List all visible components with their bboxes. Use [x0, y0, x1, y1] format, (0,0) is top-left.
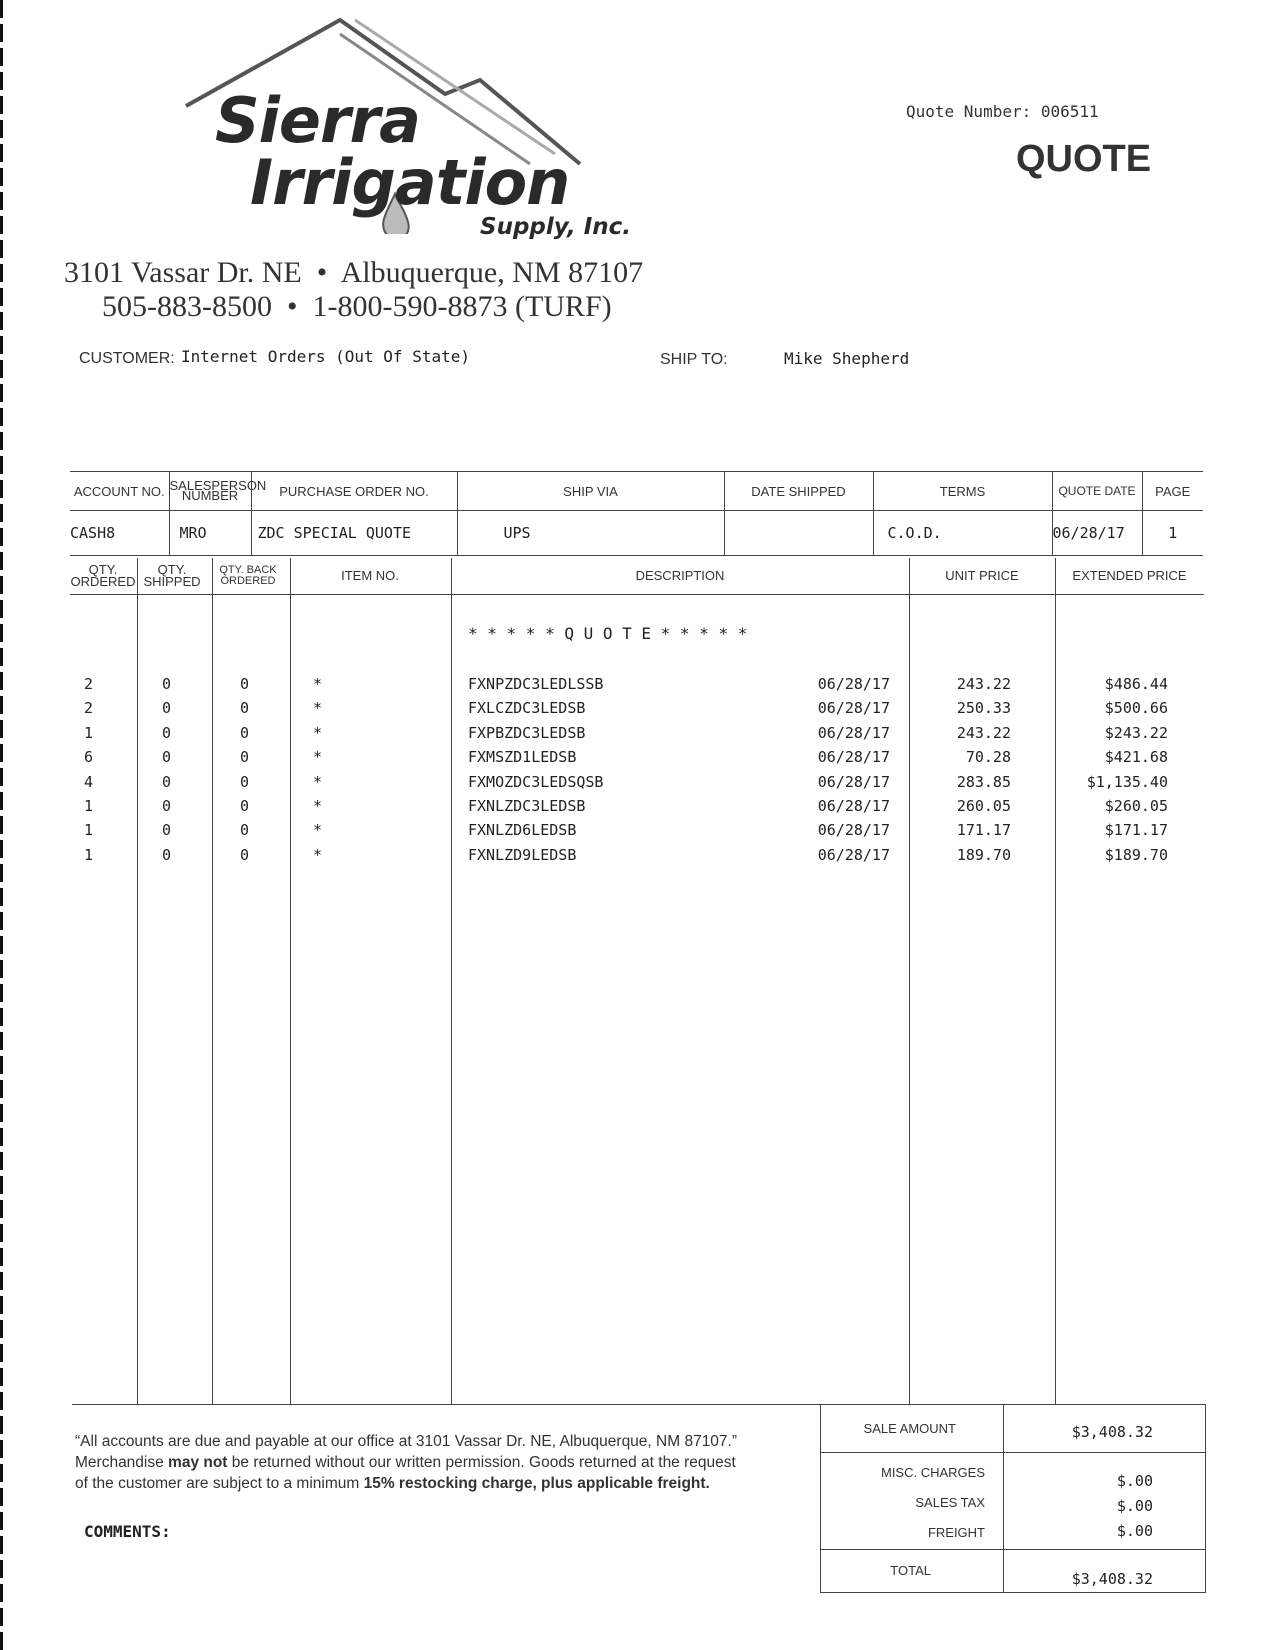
- item-no-cell: *: [313, 723, 323, 742]
- qty-shipped-cell: 0: [162, 797, 172, 815]
- qty-back-cell: 0: [240, 699, 250, 718]
- description-cell: FXNLZDC3LEDSB: [468, 797, 586, 815]
- unit-price-cell: 250.33: [956, 699, 1011, 718]
- description-cell: FXMOZDC3LEDSQSB: [468, 772, 604, 791]
- item-no-header: ITEM NO.: [341, 568, 399, 583]
- terms-line-1: “All accounts are due and payable at our office at 3101 Vassar Dr. NE, Albuquerque, NM 87107.”: [75, 1433, 738, 1450]
- terms-line-2: Merchandise may not be returned without our written permission. Goods returned at the request: [75, 1454, 736, 1471]
- qty-back-cell: 0: [240, 845, 250, 864]
- unit-price-cell: 260.05: [956, 797, 1011, 815]
- unit-price-cell: 171.17: [956, 821, 1011, 840]
- doc-title: QUOTE: [1016, 138, 1152, 180]
- line-date-cell: 06/28/17: [817, 797, 890, 815]
- po-value: ZDC SPECIAL QUOTE: [251, 511, 457, 556]
- qty-shipped-cell: 0: [162, 772, 172, 791]
- qty-back-cell: 0: [240, 772, 250, 791]
- qty-shipped-cell: 0: [162, 748, 172, 767]
- unit-price-cell: 243.22: [956, 723, 1011, 742]
- grid-line: [212, 558, 213, 1405]
- description-header: DESCRIPTION: [635, 568, 725, 583]
- sale-amount-label: SALE AMOUNT: [863, 1421, 956, 1436]
- description-cell: FXNLZD6LEDSB: [468, 821, 577, 840]
- qty-ordered-cell: 2: [84, 699, 94, 718]
- sales-tax-label: SALES TAX: [915, 1495, 985, 1510]
- salesperson-header: SALESPERSON NUMBER: [169, 472, 251, 511]
- page-value: 1: [1142, 511, 1203, 556]
- qty-back-cell: 0: [240, 748, 250, 767]
- terms-line-3: of the customer are subject to a minimum 15% restocking charge, plus applicable freight.: [75, 1475, 710, 1492]
- line-date-cell: 06/28/17: [817, 845, 890, 864]
- ship-via-header: SHIP VIA: [457, 472, 724, 511]
- comments-label: COMMENTS:: [84, 1522, 171, 1541]
- quote-banner: * * * * * Q U O T E * * * * *: [468, 624, 748, 643]
- misc-charges-value: $.00: [1116, 1472, 1153, 1490]
- account-no-header: ACCOUNT NO.: [70, 472, 169, 511]
- item-no-cell: *: [313, 797, 323, 815]
- extended-price-cell: $486.44: [1104, 675, 1168, 693]
- freight-value: $.00: [1116, 1522, 1153, 1540]
- description-cell: FXLCZDC3LEDSB: [468, 699, 586, 718]
- qty-shipped-header: QTY. SHIPPED: [143, 562, 201, 589]
- order-header-table: [70, 471, 1203, 556]
- unit-price-header: UNIT PRICE: [945, 568, 1019, 583]
- totals-rule: [820, 1549, 1205, 1550]
- qty-shipped-cell: 0: [162, 723, 172, 742]
- unit-price-cell: 70.28: [965, 748, 1011, 767]
- qty-ordered-cell: 4: [84, 772, 94, 791]
- logo-line-sierra: Sierra: [215, 84, 420, 157]
- unit-price-cell: 243.22: [956, 675, 1011, 693]
- line-date-cell: 06/28/17: [817, 699, 890, 718]
- account-no-value: CASH8: [70, 511, 169, 556]
- line-date-cell: 06/28/17: [817, 675, 890, 693]
- description-cell: FXMSZD1LEDSB: [468, 748, 577, 767]
- item-no-cell: *: [313, 772, 323, 791]
- extended-price-cell: $171.17: [1104, 821, 1168, 840]
- grid-line: [137, 558, 138, 1405]
- date-shipped-value: [724, 511, 873, 556]
- qty-ordered-cell: 1: [84, 845, 94, 864]
- shipto-value: Mike Shepherd: [784, 349, 910, 368]
- page-header: PAGE: [1142, 472, 1203, 511]
- qty-ordered-cell: 2: [84, 675, 94, 693]
- item-no-cell: *: [313, 821, 323, 840]
- extended-price-cell: $421.68: [1104, 748, 1168, 767]
- company-phone: 505-883-8500 • 1-800-590-8873 (TURF): [102, 290, 612, 323]
- logo-line-irrigation: Irrigation: [250, 146, 570, 219]
- description-cell: FXNLZD9LEDSB: [468, 845, 577, 864]
- grid-line: [290, 558, 291, 1405]
- salesperson-value: MRO: [169, 511, 251, 556]
- item-no-cell: *: [313, 845, 323, 864]
- logo-line-supply: Supply, Inc.: [480, 214, 632, 240]
- qty-back-cell: 0: [240, 723, 250, 742]
- po-header: PURCHASE ORDER NO.: [251, 472, 457, 511]
- qty-ordered-cell: 1: [84, 797, 94, 815]
- extended-price-header: EXTENDED PRICE: [1072, 568, 1187, 583]
- description-cell: FXNPZDC3LEDLSSB: [468, 675, 604, 693]
- qty-shipped-cell: 0: [162, 821, 172, 840]
- line-date-cell: 06/28/17: [817, 723, 890, 742]
- qty-back-cell: 0: [240, 821, 250, 840]
- terms-header: TERMS: [873, 472, 1052, 511]
- quote-date-value: 06/28/17: [1052, 511, 1142, 556]
- item-no-cell: *: [313, 675, 323, 693]
- qty-ordered-cell: 1: [84, 821, 94, 840]
- extended-price-cell: $500.66: [1104, 699, 1168, 718]
- extended-price-cell: $189.70: [1104, 845, 1168, 864]
- extended-price-cell: $243.22: [1104, 723, 1168, 742]
- ship-via-value: UPS: [457, 511, 724, 556]
- item-no-cell: *: [313, 699, 323, 718]
- sale-amount-value: $3,408.32: [1071, 1423, 1153, 1441]
- description-cell: FXPBZDC3LEDSB: [468, 723, 586, 742]
- freight-label: FREIGHT: [927, 1525, 985, 1540]
- company-address: 3101 Vassar Dr. NE • Albuquerque, NM 87107: [64, 256, 644, 289]
- totals-rule: [820, 1452, 1205, 1453]
- extended-price-cell: $1,135.40: [1086, 772, 1168, 791]
- qty-ordered-cell: 6: [84, 748, 94, 767]
- extended-price-cell: $260.05: [1104, 797, 1168, 815]
- unit-price-cell: 189.70: [956, 845, 1011, 864]
- line-date-cell: 06/28/17: [817, 748, 890, 767]
- qty-back-cell: 0: [240, 797, 250, 815]
- page-edge-artifact: [0, 0, 3, 1650]
- qty-back-header: QTY. BACK ORDERED: [219, 564, 277, 587]
- terms-text: [75, 1431, 815, 1494]
- customer-label: CUSTOMER:: [79, 350, 175, 367]
- total-label: TOTAL: [890, 1563, 931, 1578]
- line-date-cell: 06/28/17: [817, 821, 890, 840]
- unit-price-cell: 283.85: [956, 772, 1011, 791]
- line-date-cell: 06/28/17: [817, 772, 890, 791]
- qty-shipped-cell: 0: [162, 675, 172, 693]
- terms-value: C.O.D.: [873, 511, 1052, 556]
- item-no-cell: *: [313, 748, 323, 767]
- qty-shipped-cell: 0: [162, 699, 172, 718]
- qty-back-cell: 0: [240, 675, 250, 693]
- sales-tax-value: $.00: [1116, 1497, 1153, 1515]
- quote-number: Quote Number: 006511: [906, 102, 1099, 121]
- customer-value: Internet Orders (Out Of State): [181, 347, 470, 366]
- date-shipped-header: DATE SHIPPED: [724, 472, 873, 511]
- qty-ordered-cell: 1: [84, 723, 94, 742]
- grid-line: [451, 558, 452, 1405]
- qty-shipped-cell: 0: [162, 845, 172, 864]
- total-value: $3,408.32: [1071, 1570, 1153, 1588]
- quote-date-header: QUOTE DATE: [1052, 472, 1142, 511]
- qty-ordered-header: QTY. ORDERED: [70, 562, 136, 589]
- item-header-rule: [70, 594, 1204, 595]
- misc-charges-label: MISC. CHARGES: [880, 1465, 985, 1480]
- shipto-label: SHIP TO:: [660, 351, 728, 368]
